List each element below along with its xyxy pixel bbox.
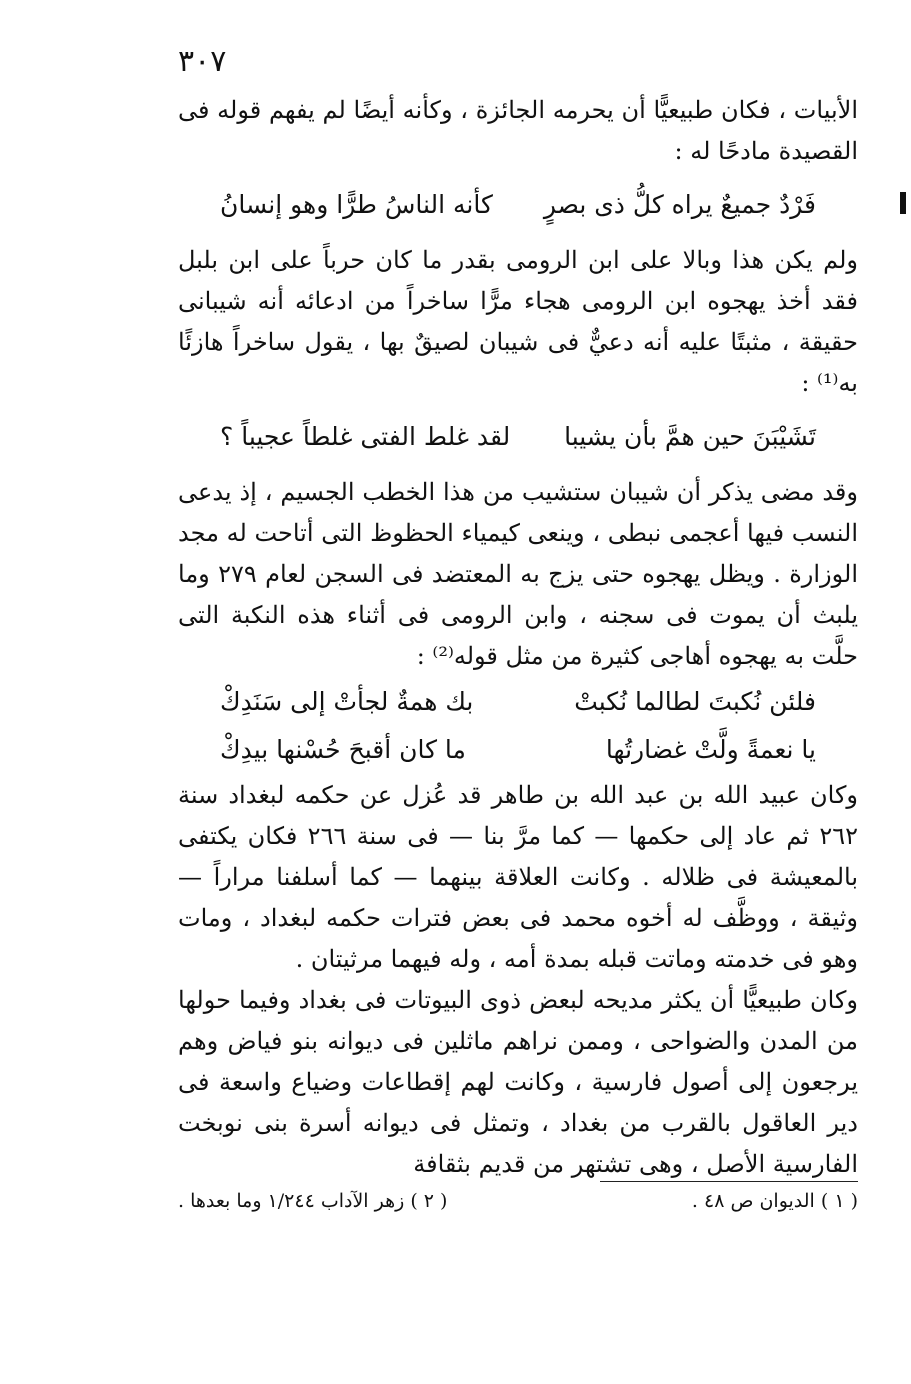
verse-1-left-hemistich: كأنه الناسُ طرًّا وهو إنسانُ xyxy=(220,190,493,219)
paragraph-4: وكان عبيد الله بن عبد الله بن طاهر قد عُزل عن حكمه لبغداد سنة ٢٦٢ ثم عاد إلى حكمها — كما مرَّ بنا — فى سنة ٢٦٦ فكان يكتفى بالمعيشة فى ظلاله . وكانت العلاقة بينهما — كما أسلفنا مراراً — وثيقة ، ووظَّف له أخوه محمد فى بعض فترات حكمه لبغداد ، ومات وهو فى خدمته وماتت قبله بمدة أمه ، وله فيهما مرثيتان . xyxy=(178,781,859,973)
paragraph-3: وقد مضى يذكر أن شيبان ستشيب من هذا الخطب الجسيم ، إذ يدعى النسب فيها أعجمى نبطى ، وينعى كيمياء الحظوظ التى أتاحت له مجد الوزارة . ويظل يهجوه حتى يزج به المعتضد فى السجن لعام ٢٧٩ وما يلبث أن يموت فى سجنه ، وابن الرومى فى أثناء هذه النكبة التى حلَّت به يهجوه أهاجى كثيرة من مثل قوله⁽²⁾ : xyxy=(178,478,858,670)
body-text xyxy=(178,90,858,1185)
verse-2-right-hemistich: تَشَيْبَنَ حين همَّ بأن يشيبا xyxy=(564,422,816,451)
footnote-1: ( ١ ) الديوان ص ٤٨ . xyxy=(691,1190,858,1212)
footnote-rule xyxy=(600,1181,858,1182)
margin-mark xyxy=(900,192,906,214)
paragraph-2: ولم يكن هذا وبالا على ابن الرومى بقدر ما كان حرباً على ابن بلبل فقد أخذ يهجوه ابن الرومى هجاء مرًّا ساخراً من ادعائه أنه شيبانى حقيقة ، مثبتًا عليه أنه دعيٌّ فى شيبان لصيقٌ بها ، يقول ساخراً هازئًا به⁽¹⁾ : xyxy=(178,246,858,397)
verse-3-left-hemistich: بك همةٌ لجأتْ إلى سَنَدِكْ xyxy=(220,687,474,716)
paragraph-1: الأبيات ، فكان طبيعيًّا أن يحرمه الجائزة ، وكأنه أيضًا لم يفهم قوله فى القصيدة مادحًا له : xyxy=(178,96,858,165)
page-number: ٣٠٧ xyxy=(178,44,227,79)
paragraph-5: وكان طبيعيًّا أن يكثر مديحه لبعض ذوى البيوتات فى بغداد وفيما حولها من المدن والضواحى ، وممن نراهم ماثلين فى ديوانه بنو فياض وهم يرجعون إلى أصول فارسية ، وكانت لهم إقطاعات وضياع واسعة فى دير العاقول بالقرب من بغداد ، وتمثل فى ديوانه أسرة بنى نوبخت الفارسية الأصل ، وهى تشتهر من قديم بثقافة xyxy=(178,986,858,1178)
footnotes xyxy=(178,1186,858,1216)
footnote-2: ( ٢ ) زهر الآداب ١/٢٤٤ وما بعدها . xyxy=(178,1190,448,1212)
verse-4 xyxy=(220,727,816,773)
verse-4-right-hemistich: يا نعمةً ولَّتْ غضارتُها xyxy=(605,735,816,764)
verse-3-right-hemistich: فلئن نُكبتَ لطالما نُكبتْ xyxy=(574,687,816,716)
verse-2 xyxy=(220,414,816,460)
verse-4-left-hemistich: ما كان أقبحَ حُسْنها بيدِكْ xyxy=(220,735,466,764)
verse-2-left-hemistich: لقد غلط الفتى غلطاً عجيباً ؟ xyxy=(220,422,511,451)
verse-1 xyxy=(220,182,816,228)
verse-1-right-hemistich: فَرْدٌ جميعٌ يراه كلُّ ذى بصرٍ xyxy=(543,190,816,219)
verse-3 xyxy=(220,679,816,725)
